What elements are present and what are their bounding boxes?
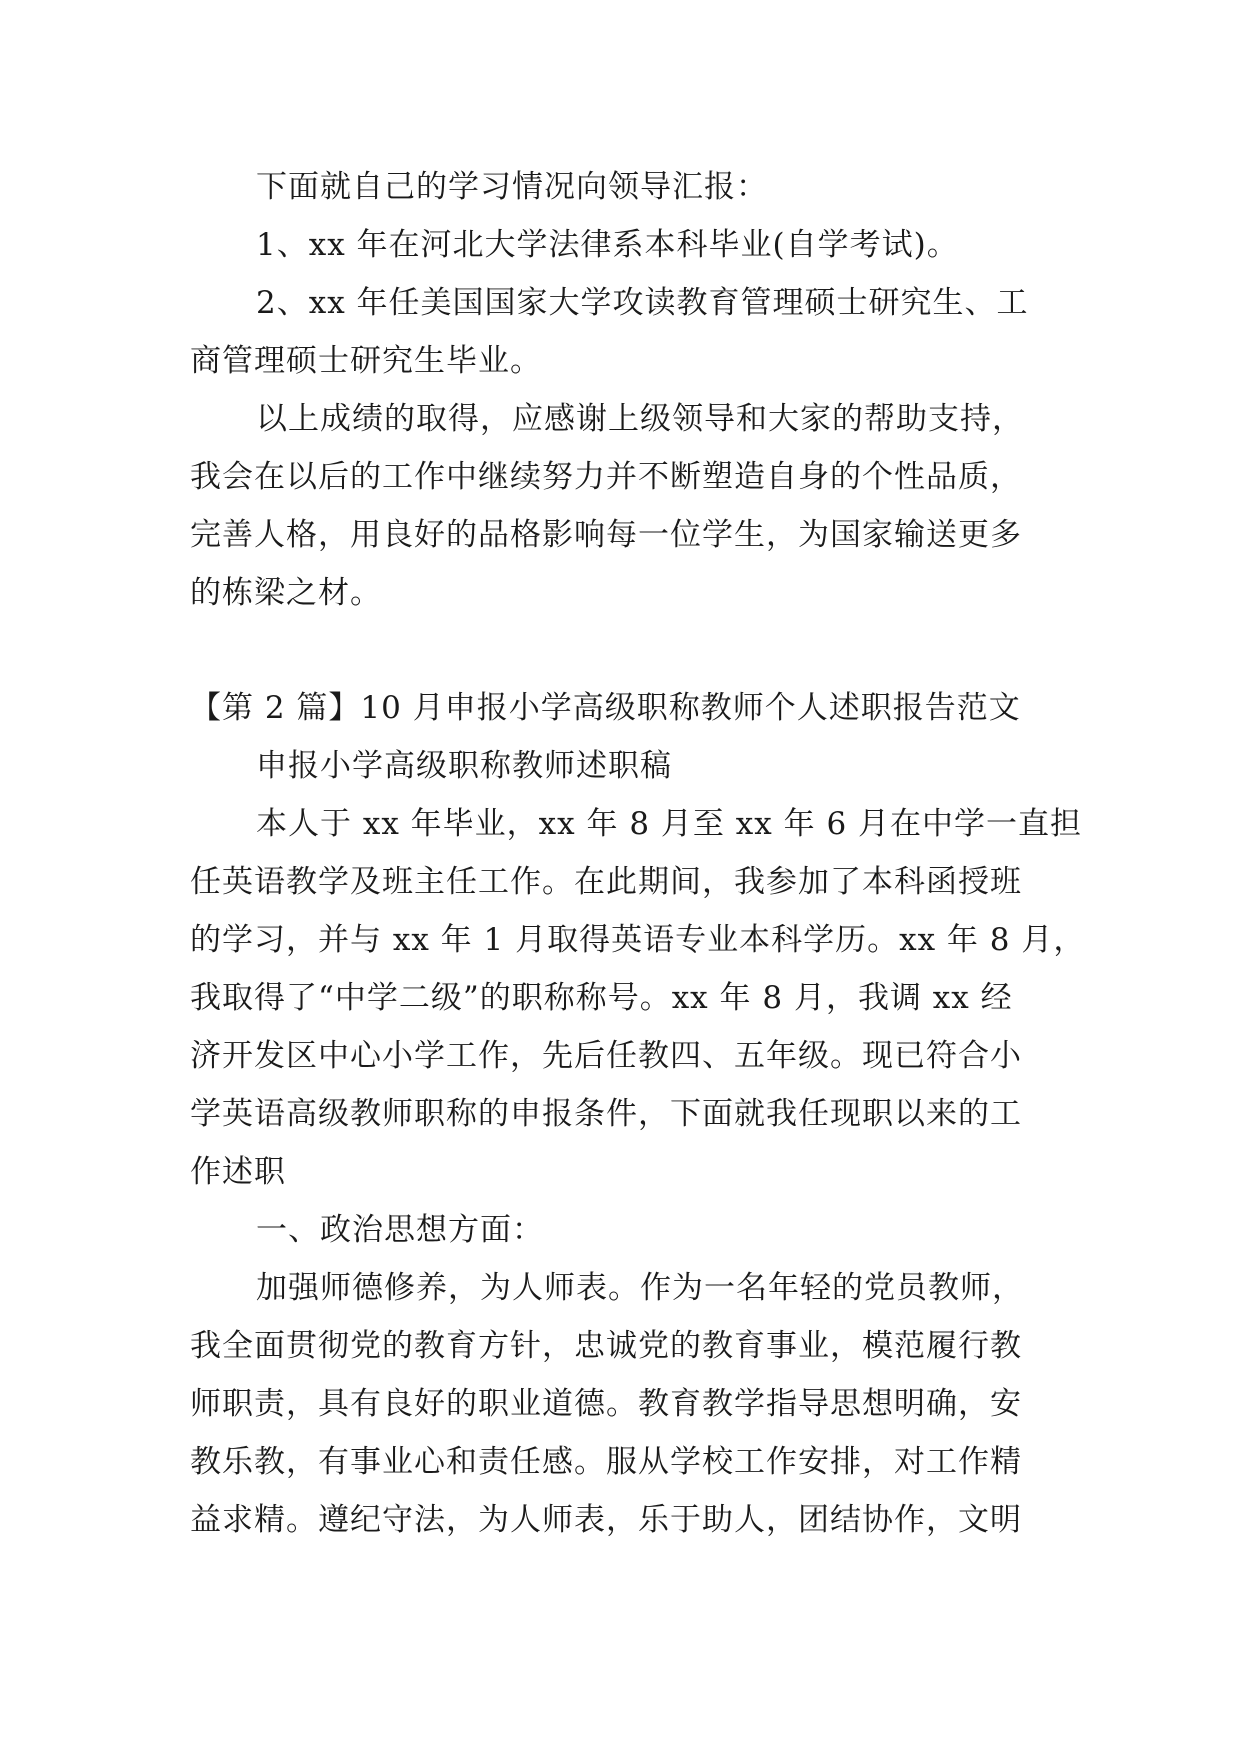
paragraph-line: 我会在以后的工作中继续努力并不断塑造自身的个性品质， bbox=[190, 459, 1022, 495]
subsection-heading: 一、政治思想方面： bbox=[256, 1212, 544, 1248]
paragraph-line: 的学习，并与 xx 年 1 月取得英语专业本科学历。xx 年 8 月， bbox=[190, 922, 1086, 958]
paragraph-line: 的栋梁之材。 bbox=[190, 575, 382, 611]
paragraph-line: 我取得了“中学二级”的职称称号。xx 年 8 月，我调 xx 经 bbox=[190, 980, 1013, 1016]
paragraph-line: 学英语高级教师职称的申报条件，下面就我任现职以来的工 bbox=[190, 1096, 1022, 1132]
paragraph-line: 完善人格，用良好的品格影响每一位学生，为国家输送更多 bbox=[190, 517, 1022, 553]
paragraph-line: 济开发区中心小学工作，先后任教四、五年级。现已符合小 bbox=[190, 1038, 1022, 1074]
paragraph-line: 2、xx 年任美国国家大学攻读教育管理硕士研究生、工 bbox=[256, 285, 1029, 321]
paragraph-line: 教乐教，有事业心和责任感。服从学校工作安排，对工作精 bbox=[190, 1444, 1022, 1480]
paragraph-line: 任英语教学及班主任工作。在此期间，我参加了本科函授班 bbox=[190, 864, 1022, 900]
paragraph-line: 益求精。遵纪守法，为人师表，乐于助人，团结协作，文明 bbox=[190, 1502, 1022, 1538]
paragraph-line: 本人于 xx 年毕业，xx 年 8 月至 xx 年 6 月在中学一直担 bbox=[256, 806, 1083, 842]
paragraph-line: 加强师德修养，为人师表。作为一名年轻的党员教师， bbox=[256, 1270, 1024, 1306]
paragraph-line: 以上成绩的取得，应感谢上级领导和大家的帮助支持， bbox=[256, 401, 1024, 437]
paragraph-line: 作述职 bbox=[190, 1154, 286, 1190]
section-heading: 【第 2 篇】10 月申报小学高级职称教师个人述职报告范文 bbox=[190, 690, 1021, 726]
paragraph-line: 商管理硕士研究生毕业。 bbox=[190, 343, 542, 379]
section-subtitle: 申报小学高级职称教师述职稿 bbox=[256, 748, 672, 784]
paragraph-line: 1、xx 年在河北大学法律系本科毕业(自学考试)。 bbox=[256, 227, 959, 263]
paragraph-line: 下面就自己的学习情况向领导汇报： bbox=[256, 169, 768, 205]
paragraph-line: 师职责，具有良好的职业道德。教育教学指导思想明确，安 bbox=[190, 1386, 1022, 1422]
paragraph-line: 我全面贯彻党的教育方针，忠诚党的教育事业，模范履行教 bbox=[190, 1328, 1022, 1364]
